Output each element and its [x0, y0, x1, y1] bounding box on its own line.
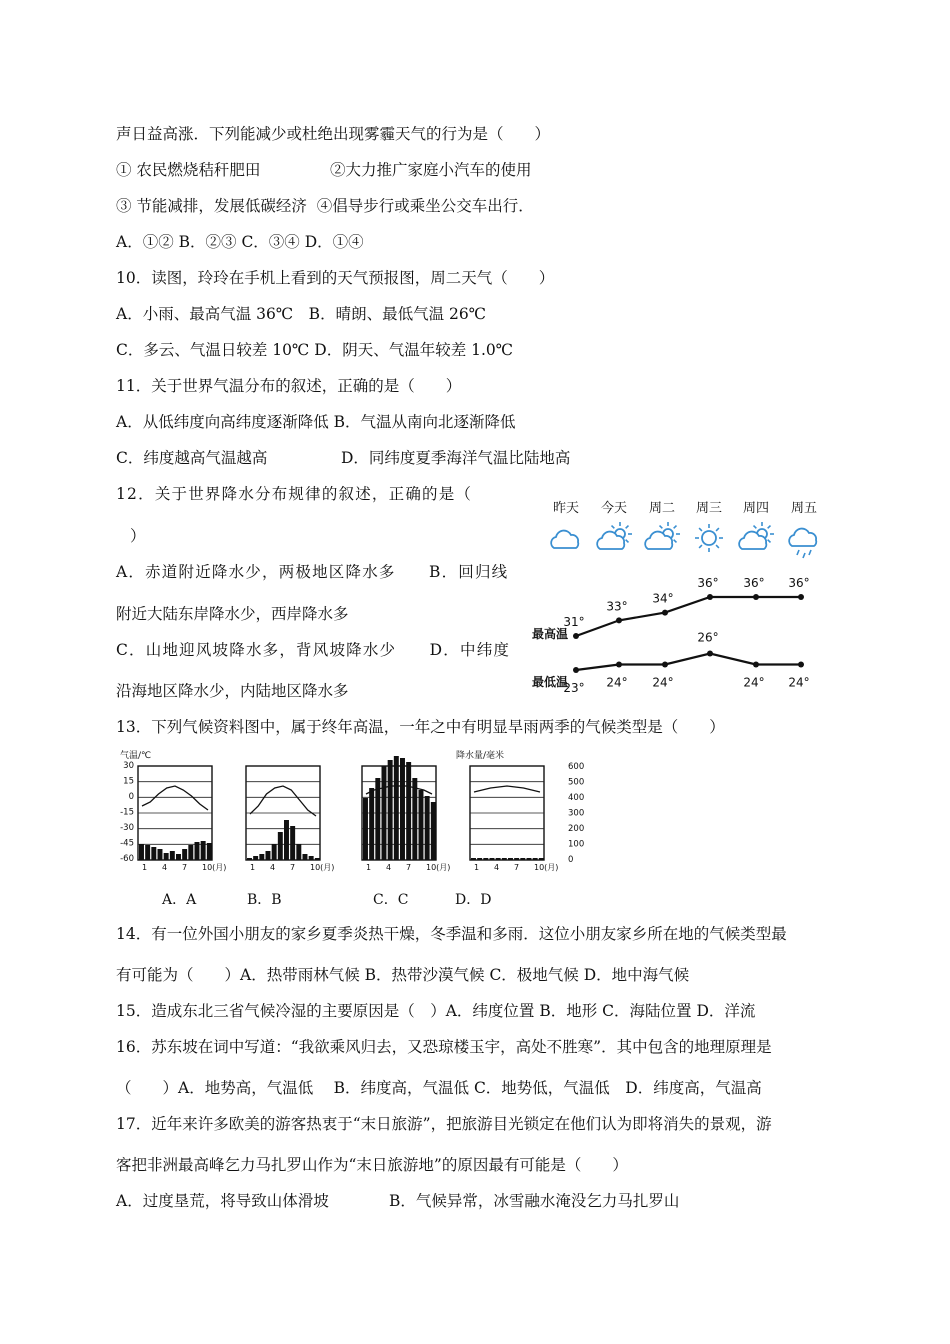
climate-charts-figure — [116, 748, 586, 878]
precip-tick: 200 — [568, 824, 585, 834]
precip-bar — [483, 858, 488, 860]
q12-option-ab: A．赤道附近降水少，两极地区降水多 B．回归线 — [116, 563, 509, 581]
sun-ray — [674, 526, 677, 529]
question-12-cont: ） — [130, 527, 146, 545]
temp-tick: -45 — [120, 838, 134, 849]
low-temp-line — [576, 654, 801, 671]
sun-ray — [626, 526, 629, 529]
month-tick: 1 — [474, 863, 480, 872]
sun-ray — [716, 528, 719, 531]
q13-option-d: D．D — [455, 892, 492, 908]
weather-day-label: 周二 — [648, 501, 676, 516]
precip-tick: 600 — [568, 762, 585, 772]
month-tick: 10(月) — [534, 863, 559, 872]
raindrop — [797, 550, 799, 555]
precip-bar — [309, 856, 314, 860]
high-temp-label: 36° — [788, 576, 810, 590]
precip-bar — [431, 802, 436, 860]
precip-bar — [539, 858, 544, 860]
question-11: 11．关于世界气温分布的叙述，正确的是（ ） — [116, 377, 462, 395]
q11-option-d: D．同纬度夏季海洋气温比陆地高 — [341, 449, 571, 467]
partly-cloudy-icon — [645, 522, 680, 549]
high-temp-point — [662, 610, 668, 616]
climate-chart-d — [470, 766, 558, 872]
month-tick: 7 — [290, 863, 296, 872]
precip-bar — [272, 844, 277, 860]
low-temp-point — [753, 662, 759, 668]
month-tick: 10(月) — [202, 863, 227, 872]
cloud-shape — [551, 531, 578, 548]
precip-bar — [290, 826, 295, 860]
low-temp-point — [707, 651, 713, 657]
temp-tick: 0 — [128, 792, 134, 802]
temp-tick: -30 — [120, 823, 134, 833]
q11-options-ab: A．从低纬度向高纬度逐渐降低 B．气温从南向北逐渐降低 — [116, 413, 516, 431]
precip-bar — [514, 858, 519, 860]
cloud-shape — [789, 529, 816, 546]
precip-axis-title: 降水量/毫米 — [456, 751, 505, 761]
weather-day-label: 周四 — [742, 501, 770, 516]
precip-bar — [419, 790, 424, 860]
precip-bar — [145, 845, 150, 860]
q10-options-cd: C．多云、气温日较差 10℃ D．阴天、气温年较差 1.0℃ — [116, 341, 514, 359]
sun-ray — [612, 526, 615, 529]
precip-bar — [425, 796, 430, 860]
sun-ray — [674, 540, 677, 543]
partly-cloudy-icon — [597, 522, 632, 549]
low-temp-label: 26° — [697, 630, 719, 645]
precip-bar — [188, 845, 193, 860]
answer-options: A．①② B．②③ C．③④ D．①④ — [116, 233, 364, 251]
month-tick: 4 — [386, 863, 392, 872]
low-temp-label: 24° — [606, 675, 628, 690]
raindrop — [803, 553, 805, 558]
precip-bar — [477, 858, 482, 860]
high-temp-label: 36° — [697, 576, 719, 590]
option-3-4: ③ 节能减排，发展低碳经济 ④倡导步行或乘坐公交车出行． — [116, 197, 534, 215]
sunny-icon — [695, 524, 723, 552]
q17-option-b: B．气候异常，冰雪融水淹没乞力马扎罗山 — [389, 1192, 680, 1210]
option-1: ① 农民燃烧秸秆肥田 — [116, 161, 261, 179]
low-temp-label: 24° — [788, 675, 810, 690]
question-10: 10．读图，玲玲在手机上看到的天气预报图，周二天气（ ） — [116, 269, 555, 287]
high-temp-label: 33° — [606, 599, 628, 614]
high-temp-point — [707, 594, 713, 600]
precip-bar — [502, 858, 507, 860]
precip-tick: 400 — [568, 793, 585, 803]
question-12: 12．关于世界降水分布规律的叙述，正确的是（ — [116, 485, 473, 503]
high-temp-point — [753, 594, 759, 600]
precip-bar — [201, 841, 206, 860]
month-tick: 7 — [514, 863, 520, 872]
precip-bar — [151, 847, 156, 860]
high-temp-label: 34° — [652, 591, 674, 606]
question-14: 14．有一位外国小朋友的家乡夏季炎热干燥，冬季温和多雨．这位小朋友家乡所在地的气候类型最 — [116, 925, 787, 943]
high-temp-point — [798, 594, 804, 600]
question-17-cont: 客把非洲最高峰乞力马扎罗山作为“末日旅游地”的原因最有可能是（ ） — [116, 1156, 628, 1174]
question-14-cont: 有可能为（ ）A．热带雨林气候 B．热带沙漠气候 C．极地气候 D．地中海气候 — [116, 966, 690, 984]
weather-day-label: 周三 — [695, 501, 723, 516]
question-16: 16．苏东坡在词中写道：“我欲乘风归去，又恐琼楼玉宇，高处不胜寒”．其中包含的地理原理是 — [116, 1038, 772, 1056]
precip-bar — [400, 758, 405, 860]
temp-tick: 15 — [123, 776, 134, 787]
month-tick: 4 — [494, 863, 500, 872]
weather-forecast-chart — [528, 490, 838, 712]
low-temp-point — [662, 662, 668, 668]
precip-bar — [139, 844, 144, 860]
q13-option-a: A．A — [162, 892, 197, 908]
precip-bar — [259, 854, 264, 860]
precip-bar — [406, 762, 411, 860]
precip-bar — [266, 851, 271, 860]
month-tick: 1 — [142, 863, 148, 872]
weather-day-label: 昨天 — [552, 501, 580, 516]
sun-ray — [660, 526, 663, 529]
sun-shape — [702, 531, 716, 545]
precip-bar — [182, 849, 187, 860]
sun-ray — [699, 545, 702, 548]
precip-bar — [278, 832, 283, 860]
precip-bar — [207, 843, 212, 860]
raindrop — [809, 550, 811, 555]
low-temp-label: 24° — [743, 675, 765, 690]
sun-ray — [768, 540, 771, 543]
month-tick: 7 — [406, 863, 412, 872]
low-temp-label: 23° — [563, 681, 585, 695]
month-tick: 10(月) — [426, 863, 451, 872]
q12-option-cd: C．山地迎风坡降水多，背风坡降水少 D．中纬度 — [116, 641, 511, 659]
precip-bar — [195, 842, 200, 860]
month-tick: 10(月) — [310, 863, 335, 872]
q12-option-d-cont: 沿海地区降水少，内陆地区降水多 — [116, 682, 349, 700]
precip-bar — [164, 853, 169, 860]
precip-bar — [247, 858, 252, 860]
precip-bar — [471, 858, 476, 860]
month-tick: 4 — [162, 863, 168, 872]
month-tick: 1 — [366, 863, 372, 872]
q17-option-a: A．过度垦荒，将导致山体滑坡 — [116, 1192, 329, 1210]
high-temp-label: 36° — [743, 576, 765, 590]
high-temp-point — [616, 617, 622, 623]
precip-bar — [496, 858, 501, 860]
climate-charts — [116, 748, 586, 878]
sun-ray — [626, 540, 629, 543]
precip-bar — [158, 849, 163, 860]
question-17: 17．近年来许多欧美的游客热衷于“末日旅游”，把旅游目光锁定在他们认为即将消失的景观，游 — [116, 1115, 772, 1133]
precip-bar — [382, 766, 387, 860]
sun-ray — [768, 526, 771, 529]
partly-cloudy-icon — [739, 522, 774, 549]
month-tick: 1 — [250, 863, 256, 872]
temp-tick: -60 — [120, 854, 134, 864]
sun-ray — [699, 528, 702, 531]
temp-axis-title: 气温/℃ — [120, 751, 152, 761]
q10-options-ab: A．小雨、最高气温 36℃ B．晴朗、最低气温 26℃ — [116, 305, 487, 323]
q11-option-c: C．纬度越高气温越高 — [116, 449, 268, 467]
q13-option-b: B．B — [247, 892, 282, 908]
precip-tick: 500 — [568, 777, 585, 788]
low-temp-label: 24° — [652, 675, 674, 690]
climate-chart-b — [246, 766, 334, 872]
precip-bar — [284, 820, 289, 860]
q13-option-c: C．C — [373, 892, 409, 908]
precip-tick: 100 — [568, 839, 585, 850]
precip-bar — [508, 858, 513, 860]
precip-bar — [375, 778, 380, 860]
precip-bar — [490, 858, 495, 860]
climate-chart-c — [362, 756, 450, 872]
climate-chart-a — [138, 766, 226, 872]
weather-day-label: 今天 — [600, 501, 628, 516]
precip-bar — [296, 844, 301, 860]
precip-bar — [315, 858, 320, 860]
sun-ray — [716, 545, 719, 548]
high-temp-axis-label: 最高温 — [532, 627, 569, 641]
month-tick: 4 — [270, 863, 276, 872]
weather-forecast-figure — [528, 490, 838, 712]
precip-bar — [369, 788, 374, 860]
cloudy-icon — [551, 531, 578, 548]
weather-day-label: 周五 — [790, 501, 818, 516]
precip-tick: 300 — [568, 808, 585, 819]
precip-bar — [253, 856, 258, 860]
low-temp-axis-label: 最低温 — [532, 675, 569, 689]
month-tick: 7 — [182, 863, 188, 872]
precip-bar — [176, 854, 181, 860]
precip-tick: 0 — [568, 855, 574, 865]
high-temp-label: 31° — [563, 615, 585, 629]
temp-tick: -15 — [120, 807, 134, 818]
low-temp-point — [616, 662, 622, 668]
precip-bar — [303, 854, 308, 860]
precip-bar — [170, 851, 175, 860]
option-2: ②大力推广家庭小汽车的使用 — [330, 161, 532, 179]
temp-tick: 30 — [123, 761, 134, 771]
question-16-cont: （ ）A．地势高，气温低 B．纬度高，气温低 C．地势低，气温低 D．纬度高，气温高 — [116, 1079, 762, 1097]
precip-bar — [388, 760, 393, 860]
rain-icon — [789, 529, 816, 558]
precip-bar — [394, 756, 399, 860]
low-temp-point — [573, 667, 579, 673]
text-line: 声日益高涨．下列能减少或杜绝出现雾霾天气的行为是（ ） — [116, 125, 551, 143]
precip-bar — [363, 798, 368, 860]
precip-bar — [520, 858, 525, 860]
question-13: 13．下列气候资料图中，属于终年高温，一年之中有明显旱雨两季的气候类型是（ ） — [116, 718, 725, 736]
question-15: 15．造成东北三省气候冷湿的主要原因是（ ）A．纬度位置 B．地形 C．海陆位置 D．洋流 — [116, 1002, 756, 1020]
precip-bar — [412, 778, 417, 860]
high-temp-point — [573, 633, 579, 639]
precip-bar — [527, 858, 532, 860]
low-temp-point — [798, 662, 804, 668]
sun-ray — [754, 526, 757, 529]
q12-option-b-cont: 附近大陆东岸降水少，西岸降水多 — [116, 605, 349, 623]
precip-bar — [533, 858, 538, 860]
